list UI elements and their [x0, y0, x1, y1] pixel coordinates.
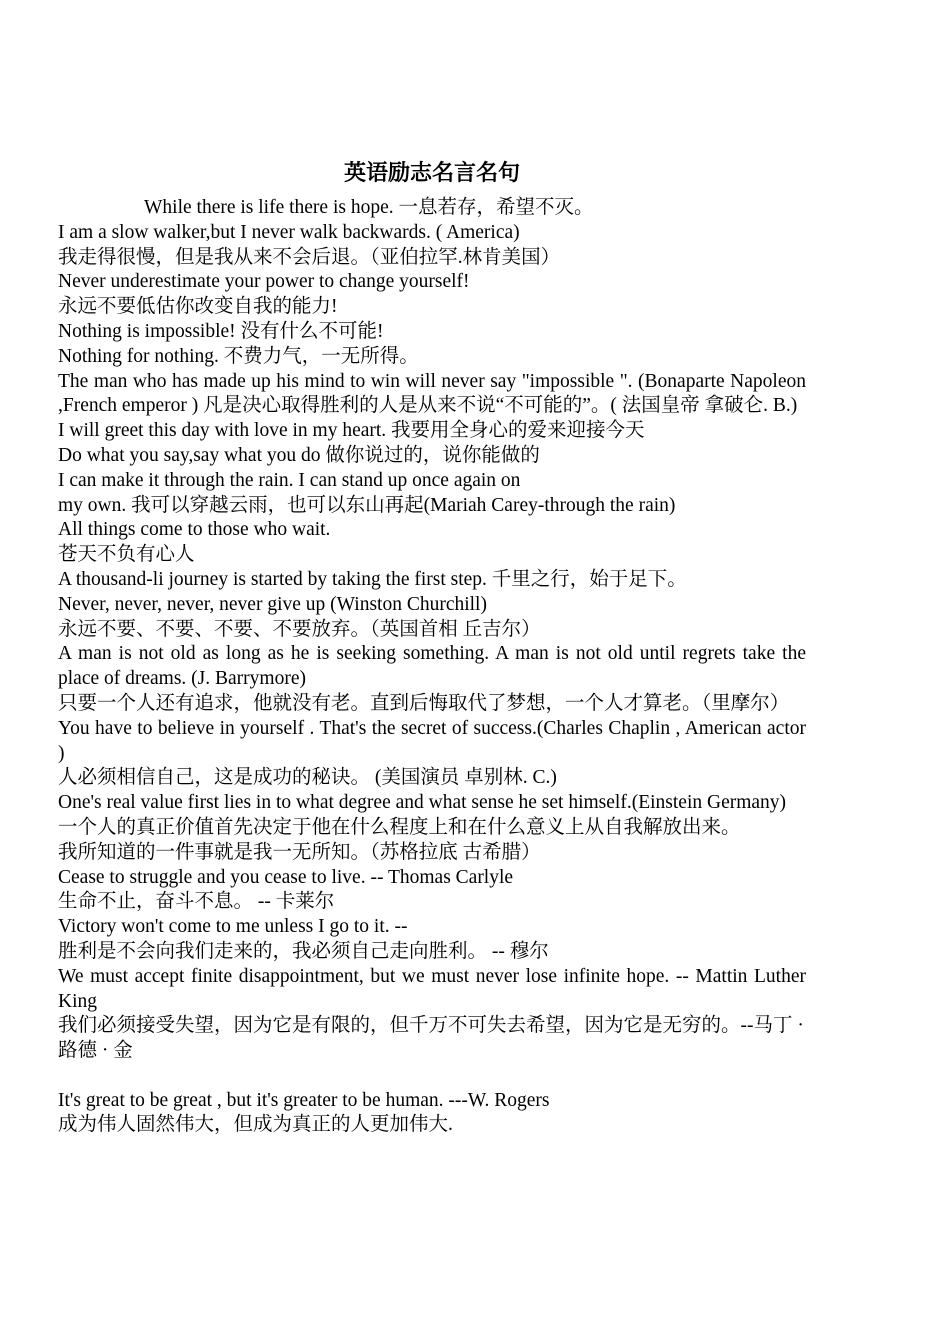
quote-line: I am a slow walker,but I never walk backwards. ( America): [58, 221, 520, 243]
quote-line: Victory won't come to me unless I go to it. --: [58, 916, 408, 938]
quote-line: A man is not old as long as he is seeking something. A man is not old until regrets take the place of dreams. (J. Barrymore): [58, 643, 806, 690]
quote-line: I can make it through the rain. I can stand up once again on: [58, 469, 521, 491]
quote-line: 人必须相信自己，这是成功的秘诀。 (美国演员 卓别林. C.): [58, 767, 557, 789]
quote-line: Nothing for nothing. 不费力气，一无所得。: [58, 345, 419, 367]
document-page: [58, 158, 806, 1138]
quote-line: I will greet this day with love in my heart. 我要用全身心的爱来迎接今天: [58, 420, 645, 442]
quote-line: All things come to those who wait.: [58, 519, 331, 541]
quote-line: You have to believe in yourself . That's the secret of success.(Charles Chaplin , American actor ): [58, 717, 806, 764]
quote-line: It's great to be great , but it's greater to be human. ---W. Rogers: [58, 1089, 550, 1111]
quote-line: 永远不要低估你改变自我的能力!: [58, 296, 338, 318]
quote-line: While there is life there is hope. 一息若存，希望不灭。: [144, 197, 594, 218]
quote-line: my own. 我可以穿越云雨，也可以东山再起(Mariah Carey-through the rain): [58, 494, 676, 516]
quote-line: 生命不止，奋斗不息。 -- 卡莱尔: [58, 891, 335, 913]
quote-line: One's real value first lies in to what degree and what sense he set himself.(Einstein Germany): [58, 792, 787, 814]
quote-line: 胜利是不会向我们走来的，我必须自己走向胜利。 -- 穆尔: [58, 940, 549, 962]
quote-line: 成为伟人固然伟大，但成为真正的人更加伟大.: [58, 1114, 453, 1136]
quote-line: Nothing is impossible! 没有什么不可能!: [58, 320, 384, 342]
quote-line: We must accept finite disappointment, but we must never lose infinite hope. -- Mattin Luther King: [58, 965, 806, 1012]
quote-line: Never underestimate your power to change yourself!: [58, 271, 470, 293]
quote-line: Never, never, never, never give up (Winston Churchill): [58, 593, 487, 615]
quote-line: Do what you say,say what you do 做你说过的，说你能做的: [58, 444, 540, 466]
document-title: 英语励志名言名句: [343, 161, 520, 186]
quote-line: 苍天不负有心人: [58, 544, 195, 566]
quote-line: The man who has made up his mind to win will never say "impossible ". (Bonaparte Napoleon ,French emperor ) 凡是决心取得胜利的人是从来不说“不可能的”。( 法国皇帝 拿破仑. B.): [58, 370, 806, 417]
quote-line: Cease to struggle and you cease to live. -- Thomas Carlyle: [58, 866, 514, 888]
quote-line: 我们必须接受失望，因为它是有限的，但千万不可失去希望，因为它是无穷的。--马丁 · 路德 · 金: [58, 1015, 804, 1062]
quote-line: A thousand-li journey is started by taking the first step. 千里之行，始于足下。: [58, 568, 687, 590]
blank-line: [58, 1064, 806, 1089]
quote-line: 一个人的真正价值首先决定于他在什么程度上和在什么意义上从自我解放出来。: [58, 816, 741, 838]
quote-line: 永远不要、不要、不要、不要放弃。（英国首相 丘吉尔）: [58, 618, 541, 640]
quote-line: 我走得很慢，但是我从来不会后退。（亚伯拉罕.林肯美国）: [58, 246, 561, 268]
quote-line: 只要一个人还有追求，他就没有老。直到后悔取代了梦想，一个人才算老。（里摩尔）: [58, 692, 790, 714]
quote-line: 我所知道的一件事就是我一无所知。（苏格拉底 古希腊）: [58, 841, 541, 863]
